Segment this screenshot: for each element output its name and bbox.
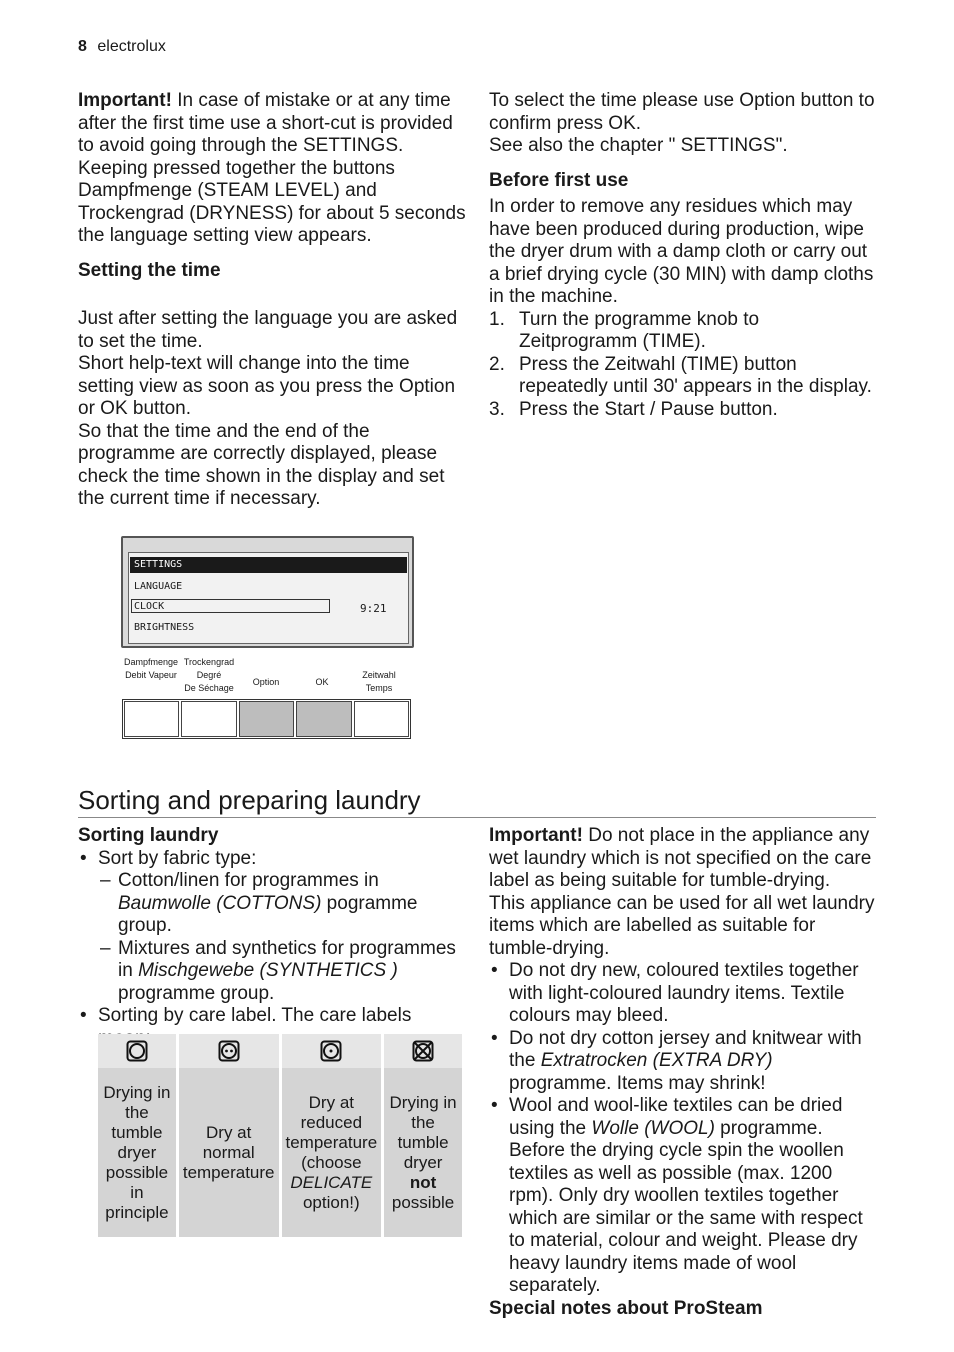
section-title: Sorting and preparing laundry	[78, 785, 421, 815]
setting-time-p3: So that the time and the end of the programme are correctly displayed, please check the time shown in the display and set the current time if necessary.	[78, 420, 445, 509]
setting-time-p2: Short help-text will change into the time setting view as soon as you press the Option or OK button.	[78, 353, 456, 419]
list-item: – Cotton/linen for programmes in Baumwolle (COTTONS) pogramme group.	[100, 870, 418, 936]
fabric-type-list	[98, 870, 463, 1005]
important-paragraph-2: Important! Do not place in the appliance any wet laundry which is not specified on the care label as being suitable for tumble-drying.	[489, 825, 872, 891]
list-item: • Do not dry cotton jersey and knitwear with the Extratrocken (EXTRA DRY) programme. Items may shrink!	[491, 1027, 862, 1094]
care-label-text: Dry at reduced temperature (choose DELICATE option!)	[282, 1068, 382, 1237]
ok-button[interactable]	[296, 701, 351, 737]
list-item: 3. Press the Start / Pause button.	[489, 398, 778, 420]
list-item: 1. Turn the programme knob to Zeitprogramm (TIME).	[489, 308, 760, 352]
care-column-normal	[179, 1034, 279, 1237]
list-item: • Sort by fabric type: – Cotton/linen for programmes in Baumwolle (COTTONS) pogramme group. – Mixtures and synthetics for programmes in Mischgewebe (SYNTHETICS ) programme group.	[78, 848, 463, 1006]
important-column	[489, 825, 879, 1320]
important-label: Important!	[78, 90, 172, 111]
page-number: 8	[78, 38, 87, 55]
setting-time-p1: Just after setting the language you are asked to set the time.	[78, 308, 458, 352]
button-label-time: Zeitwahl Temps	[362, 670, 396, 693]
care-column-possible	[98, 1034, 176, 1237]
before-first-use-heading: Before first use	[489, 169, 629, 191]
button-label-steam: Dampfmenge Debit Vapeur	[123, 657, 179, 680]
panel-button-row	[122, 699, 411, 739]
do-not-tumble-dry-icon	[384, 1034, 462, 1068]
sorting-column	[78, 825, 463, 1050]
select-time-p1: To select the time please use Option button to confirm press OK.	[489, 90, 875, 134]
drying-notes-list	[489, 960, 879, 1298]
section-title-bar	[78, 785, 876, 818]
right-column	[489, 90, 879, 421]
list-item: • Wool and wool-like textiles can be dried using the Wolle (WOOL) programme. Before the drying cycle spin the woollen textiles as well as possible (max. 1200 rpm). Only dry woollen textiles together which are similar or the same with respect to material, colour and weight. Please dry heavy laundry items made of wool separately.	[491, 1095, 863, 1296]
control-panel-display	[121, 536, 414, 648]
dryness-button[interactable]	[181, 701, 236, 737]
list-item: • Sorting by care label. The care labels	[80, 1005, 412, 1026]
steps-list	[489, 309, 879, 422]
sorting-list	[78, 848, 463, 1051]
left-column	[78, 90, 468, 511]
button-label-ok: OK	[315, 677, 329, 687]
before-first-use-text: In order to remove any residues which may have been produced during production, wipe the dryer drum with a damp cloth or carry out a brief drying cycle (30 MIN) with damp cloths in the machine.	[489, 196, 874, 307]
care-label-text: Dry at normal temperature	[179, 1068, 279, 1237]
prosteam-heading: Special notes about ProSteam	[489, 1297, 763, 1319]
option-button[interactable]	[239, 701, 294, 737]
lcd-screen	[128, 552, 409, 644]
select-time-p2: See also the chapter " SETTINGS".	[489, 135, 788, 156]
care-label-text: Drying in the tumble dryer possible in principle	[98, 1068, 176, 1237]
tumble-dry-low-icon	[282, 1034, 382, 1068]
time-button[interactable]	[354, 701, 409, 737]
setting-time-heading: Setting the time	[78, 259, 221, 281]
care-label-table	[98, 1034, 462, 1237]
care-column-not-possible	[384, 1034, 462, 1237]
list-item: • Do not dry new, coloured textiles together with light-coloured laundry items. Textile colours may bleed.	[491, 960, 859, 1026]
menu-item-language: LANGUAGE	[134, 581, 183, 592]
list-item: 2. Press the Zeitwahl (TIME) button repeatedly until 30' appears in the display.	[489, 353, 872, 397]
steam-level-button[interactable]	[124, 701, 179, 737]
clock-value: 9:21	[360, 602, 387, 615]
page-header	[78, 38, 166, 56]
button-label-dryness: Trockengrad Degré De Séchage	[183, 657, 235, 693]
care-column-reduced	[282, 1034, 382, 1237]
menu-title: SETTINGS	[130, 557, 407, 573]
sorting-heading: Sorting laundry	[78, 825, 219, 846]
important-paragraph	[78, 90, 468, 248]
button-label-option: Option	[252, 677, 280, 687]
list-item: – Mixtures and synthetics for programmes in Mischgewebe (SYNTHETICS ) programme group.	[100, 937, 456, 1004]
tumble-dry-normal-icon	[179, 1034, 279, 1068]
important-text: In case of mistake or at any time after the first time use a short-cut is provided to avoid going through the SETTINGS. Keeping pressed together the buttons Dampfmenge (STEAM LEVEL) and Trockengrad (DRYNESS) for about 5 seconds the language setting view appears.	[78, 90, 466, 246]
suitable-paragraph: This appliance can be used for all wet laundry items which are labelled as suitable for tumble-drying.	[489, 892, 875, 959]
menu-item-clock: CLOCK	[131, 599, 330, 613]
tumble-dry-icon	[98, 1034, 176, 1068]
care-label-text: Drying in the tumble dryer not possible	[384, 1068, 462, 1237]
brand-name: electrolux	[97, 38, 166, 55]
menu-item-brightness: BRIGHTNESS	[134, 622, 195, 633]
